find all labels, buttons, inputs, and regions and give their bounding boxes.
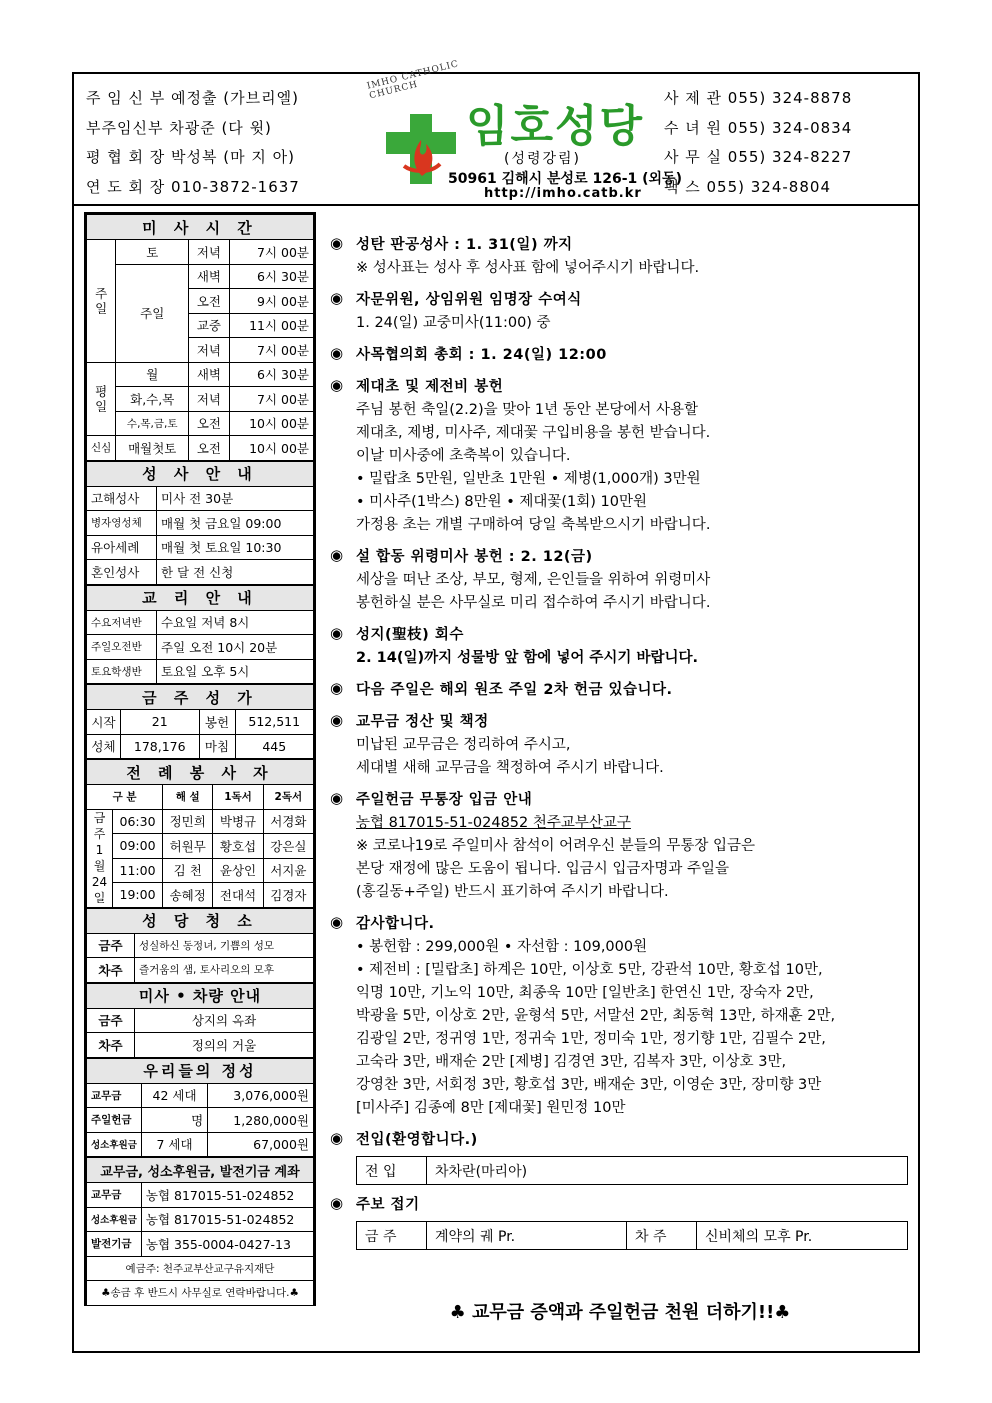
notice-line: • 제전비 : [밀랍초] 하계은 10만, 이상호 5만, 강관석 10만, 황호섭 10만,: [356, 962, 823, 978]
account-holder: 예금주: 천주교부산교구유지재단: [87, 1256, 314, 1281]
mass-hour: 11시 00분: [229, 313, 313, 338]
welcome-label: 전 입: [357, 1157, 427, 1185]
sacrament-value: 매월 첫 금요일 09:00: [157, 511, 314, 536]
church-en-name: IMHO CATHOLIC CHURCH: [366, 59, 461, 102]
bullet-icon: ◉: [330, 1194, 344, 1212]
mass-hour: 7시 00분: [229, 387, 313, 412]
notice-line: 박광율 5만, 이상호 2만, 윤형석 5만, 서말선 2만, 최동혁 13만, 하재훈 2만,: [356, 1008, 836, 1024]
servers-time: 11:00: [113, 858, 163, 883]
servers-header: 1독서: [213, 785, 263, 810]
contact-line: 사 제 관 055) 324-8878: [664, 89, 853, 107]
sacrament-key: 병자영성체: [87, 511, 157, 536]
hymn-label: 시작: [87, 710, 121, 735]
cleaning-key: 차주: [87, 958, 135, 983]
notice-line: • 미사주(1박스) 8만원 • 제대꽃(1회) 10만원: [356, 494, 647, 510]
accounts-title: 교무금, 성소후원금, 발전기금 계좌: [87, 1158, 314, 1183]
church-name: 임호성당: [466, 101, 645, 152]
mass-time: 교중: [189, 313, 230, 338]
bullet-icon: ◉: [330, 624, 344, 642]
offering-amount: 67,000원: [208, 1132, 314, 1157]
bulletin-value: 신비체의 모후 Pr.: [697, 1222, 908, 1250]
mass-hour: 9시 00분: [229, 289, 313, 314]
notices: [330, 234, 910, 1259]
sacrament-key: 고해성사: [87, 486, 157, 511]
mass-title: 미 사 시 간: [87, 215, 314, 240]
account-value: 농협 817015-51-024852: [141, 1207, 313, 1232]
accounts-table: [86, 1157, 314, 1306]
sacrament-value: 매월 첫 토요일 10:30: [157, 535, 314, 560]
notice-line: 강영찬 3만, 서회정 3만, 황호섭 3만, 배재순 3만, 이영순 3만, 장미향 3만: [356, 1077, 822, 1093]
notice-line: 2. 14(일)까지 성물방 앞 함에 넣어 주시기 바랍니다.: [356, 650, 698, 666]
doctrine-key: 토요학생반: [87, 659, 157, 684]
footer-slogan: ♣ 교무금 증액과 주일헌금 천원 더하기!!♣: [449, 1302, 791, 1323]
offering-title: 우리들의 정성: [87, 1058, 314, 1083]
notice-item: [330, 789, 910, 904]
doctrine-value: 수요일 저녁 8시: [157, 610, 314, 635]
bullet-icon: ◉: [330, 1129, 344, 1147]
mass-time: 저녁: [189, 240, 230, 265]
notice-heading: 성지(聖枝) 회수: [356, 627, 464, 643]
mass-day: 매월첫토: [116, 436, 189, 461]
notice-line: 본당 재정에 많은 도움이 됩니다. 입금시 입금자명과 주일을: [356, 861, 730, 877]
notice-item: [330, 546, 910, 615]
clergy-line: 평 협 회 장 박성복 (마 지 아): [86, 148, 295, 166]
notice-item: [330, 234, 910, 280]
servers-header: 구 분: [87, 785, 163, 810]
servers-time: 19:00: [113, 883, 163, 908]
mass-time: 저녁: [189, 338, 230, 363]
contact-line: 사 무 실 055) 324-8227: [664, 148, 853, 166]
account-value: 농협 355-0004-0427-13: [141, 1232, 313, 1257]
welcome-section: [330, 1129, 910, 1185]
mass-day: 월: [116, 362, 189, 387]
hymn-label: 마침: [199, 734, 235, 759]
vehicle-value: 정의의 거울: [135, 1033, 314, 1058]
mass-day: 화,수,목: [116, 387, 189, 412]
bulletin-label: 차 주: [627, 1222, 697, 1250]
notice-heading: 사목협의회 총회 : 1. 24(일) 12:00: [356, 347, 607, 363]
mass-hour: 6시 30분: [229, 264, 313, 289]
bullet-icon: ◉: [330, 376, 344, 394]
bullet-icon: ◉: [330, 913, 344, 931]
bullet-icon: ◉: [330, 546, 344, 564]
doctrine-table: [86, 585, 314, 685]
notice-heading: 성탄 판공성사 : 1. 31(일) 까지: [356, 237, 573, 253]
offering-count: 42 세대: [141, 1083, 207, 1108]
contact-line: 팩 스 055) 324-8804: [664, 177, 831, 196]
contact-line: 수 녀 원 055) 324-0834: [664, 118, 853, 137]
offering-table: [86, 1058, 314, 1158]
server-name: 박병규: [213, 809, 263, 834]
bullet-icon: ◉: [330, 711, 344, 729]
weekday-label: 평일: [87, 362, 116, 436]
doctrine-value: 주일 오전 10시 20분: [157, 635, 314, 660]
header: [74, 59, 918, 206]
mass-hour: 10시 00분: [229, 411, 313, 436]
sacrament-value: 미사 전 30분: [157, 486, 314, 511]
mass-time: 오전: [189, 436, 230, 461]
servers-title: 전 례 봉 사 자: [87, 760, 314, 785]
cleaning-value: 성실하신 동정녀, 기쁨의 성모: [135, 933, 314, 958]
mass-day: 토: [116, 240, 189, 265]
vehicle-value: 상지의 옥좌: [135, 1008, 314, 1033]
notice-line: ※ 코로나19로 주일미사 참석이 어려우신 분들의 무통장 입금은: [356, 838, 756, 854]
server-name: 정민희: [163, 809, 213, 834]
servers-header: 2독서: [263, 785, 313, 810]
church-logo: [366, 59, 682, 204]
bullet-icon: ◉: [330, 289, 344, 307]
server-name: 송혜정: [163, 883, 213, 908]
account-note: ♣송금 후 반드시 사무실로 연락바랍니다.♣: [87, 1281, 314, 1306]
cleaning-key: 금주: [87, 933, 135, 958]
sacrament-key: 유아세례: [87, 535, 157, 560]
account-key: 발전기금: [87, 1232, 142, 1257]
servers-header: 해 설: [163, 785, 213, 810]
account-key: 교무금: [87, 1183, 142, 1208]
vehicle-title: 미사 • 차량 안내: [87, 983, 314, 1008]
servers-date: 금주 1 월 24 일: [87, 809, 113, 907]
mass-time: 새벽: [189, 362, 230, 387]
sunday-label: 주일: [87, 240, 116, 363]
notice-heading: 설 합동 위령미사 봉헌 : 2. 12(금): [356, 549, 593, 565]
welcome-heading: 전입(환영합니다.): [356, 1132, 478, 1148]
account-value: 농협 817015-51-024852: [141, 1183, 313, 1208]
notice-item: [330, 376, 910, 537]
hymn-value: 21: [121, 710, 200, 735]
doctrine-key: 수요저녁반: [87, 610, 157, 635]
notice-item: [330, 344, 910, 367]
hymn-title: 금 주 성 가: [87, 685, 314, 710]
bulletin-value: 계약의 궤 Pr.: [427, 1222, 627, 1250]
notice-line: 김광일 2만, 정귀영 1만, 정귀숙 1만, 정미숙 1만, 정기향 1만, 김필수 2만,: [356, 1031, 826, 1047]
mass-hour: 7시 00분: [229, 240, 313, 265]
vehicle-table: [86, 983, 314, 1058]
bullet-icon: ◉: [330, 679, 344, 697]
notice-line: 고숙라 3만, 배재순 2만 [제병] 김경연 3만, 김복자 3만, 이상호 3만,: [356, 1054, 787, 1070]
offering-key: 성소후원금: [87, 1132, 142, 1157]
bulletin-section: [330, 1194, 910, 1250]
clergy-list: [86, 84, 366, 202]
notice-line: 이날 미사중에 초축복이 있습니다.: [356, 448, 571, 464]
bulletin-label: 금 주: [357, 1222, 427, 1250]
notice-item: [330, 913, 910, 1120]
notice-item: [330, 289, 910, 335]
mass-time: 새벽: [189, 264, 230, 289]
mass-hour: 7시 00분: [229, 338, 313, 363]
clergy-line: 부주임신부 차광준 (다 윗): [86, 118, 272, 137]
welcome-value: 차차란(마리아): [427, 1157, 908, 1185]
notice-line: 가정용 초는 개별 구매하여 당일 축복받으시기 바랍니다.: [356, 517, 711, 533]
account-key: 성소후원금: [87, 1207, 142, 1232]
cleaning-value: 즐거움의 샘, 토사리오의 모후: [135, 958, 314, 983]
server-name: 서경화: [263, 809, 313, 834]
notice-line: 주님 봉헌 축일(2.2)을 맞아 1년 동안 본당에서 사용할: [356, 402, 698, 418]
notice-heading: 제대초 및 제전비 봉헌: [356, 379, 504, 395]
mass-time: 오전: [189, 411, 230, 436]
sacrament-key: 혼인성사: [87, 560, 157, 585]
bulletin-frame: [72, 59, 920, 1353]
mass-hour: 10시 00분: [229, 436, 313, 461]
notice-line: ※ 성사표는 성사 후 성사표 함에 넣어주시기 바랍니다.: [356, 260, 700, 276]
offering-count: 명: [141, 1108, 207, 1133]
notice-line: 미납된 교무금은 정리하여 주시고,: [356, 737, 571, 753]
mass-time: 오전: [189, 289, 230, 314]
notice-item: [330, 679, 910, 702]
notice-heading: 감사합니다.: [356, 916, 435, 932]
shinsim-label: 신심: [87, 436, 116, 461]
offering-key: 주일헌금: [87, 1108, 142, 1133]
contact-list: [664, 84, 914, 202]
mass-table: [86, 214, 314, 461]
doctrine-key: 주일오전반: [87, 635, 157, 660]
liturgical-theme: (성령강림): [504, 151, 582, 167]
notice-account: 농협 817015-51-024852 천주교부산교구: [356, 815, 631, 831]
server-name: 김경자: [263, 883, 313, 908]
doctrine-title: 교 리 안 내: [87, 585, 314, 610]
bullet-icon: ◉: [330, 789, 344, 807]
hymn-table: [86, 684, 314, 759]
notice-line: (홍길동+주일) 반드시 표기하여 주시기 바랍니다.: [356, 884, 669, 900]
servers-time: 06:30: [113, 809, 163, 834]
church-address: 50961 김해시 분성로 126-1 (외동): [448, 171, 682, 187]
church-url[interactable]: http://imho.catb.kr: [484, 186, 642, 201]
hymn-value: 178,176: [121, 734, 200, 759]
notice-line: • 밀랍초 5만원, 일반초 1만원 • 제병(1,000개) 3만원: [356, 471, 701, 487]
servers-table: [86, 759, 314, 908]
mass-day: 주일: [116, 264, 189, 362]
notice-line: 봉헌하실 분은 사무실로 미리 접수하여 주시기 바랍니다.: [356, 595, 711, 611]
notice-item: [330, 624, 910, 670]
hymn-value: 512,511: [235, 710, 314, 735]
server-name: 황호섭: [213, 834, 263, 859]
bulletin-heading: 주보 접기: [356, 1197, 420, 1213]
notice-line: 1. 24(일) 교중미사(11:00) 중: [356, 315, 551, 331]
sacrament-table: [86, 461, 314, 585]
mass-day: 수,목,금,토: [116, 411, 189, 436]
server-name: 서지윤: [263, 858, 313, 883]
info-sidebar: [84, 212, 316, 1306]
hymn-label: 성체: [87, 734, 121, 759]
cleaning-table: [86, 908, 314, 983]
notice-heading: 주일헌금 무통장 입금 안내: [356, 792, 533, 808]
notice-line: 세대별 새해 교무금을 책정하여 주시기 바랍니다.: [356, 760, 664, 776]
notice-heading: 다음 주일은 해외 원조 주일 2차 헌금 있습니다.: [356, 682, 673, 698]
offering-amount: 1,280,000원: [208, 1108, 314, 1133]
clergy-line: 주 임 신 부 예정출 (가브리엘): [86, 89, 299, 107]
server-name: 윤상인: [213, 858, 263, 883]
vehicle-key: 차주: [87, 1033, 135, 1058]
notice-item: [330, 711, 910, 780]
server-name: 전대석: [213, 883, 263, 908]
bullet-icon: ◉: [330, 344, 344, 362]
hymn-label: 봉헌: [199, 710, 235, 735]
mass-time: 저녁: [189, 387, 230, 412]
mass-hour: 6시 30분: [229, 362, 313, 387]
vehicle-key: 금주: [87, 1008, 135, 1033]
notice-heading: 교무금 정산 및 책정: [356, 714, 489, 730]
sacrament-title: 성 사 안 내: [87, 461, 314, 486]
notice-heading: 자문위원, 상임위원 임명장 수여식: [356, 292, 582, 308]
cleaning-title: 성 당 청 소: [87, 908, 314, 933]
notice-line: [미사주] 김종예 8만 [제대꽃] 원민정 10만: [356, 1100, 626, 1116]
server-name: 강은실: [263, 834, 313, 859]
sacrament-value: 한 달 전 신청: [157, 560, 314, 585]
bulletin-table: [356, 1221, 908, 1250]
bullet-icon: ◉: [330, 234, 344, 252]
notice-line: 익명 10만, 기노익 10만, 최종욱 10만 [일반초] 한연신 1만, 장숙자 2만,: [356, 985, 814, 1001]
offering-count: 7 세대: [141, 1132, 207, 1157]
notice-line: 제대초, 제병, 미사주, 제대꽃 구입비용을 봉헌 받습니다.: [356, 425, 711, 441]
server-name: 김 천: [163, 858, 213, 883]
welcome-table: [356, 1156, 908, 1185]
servers-time: 09:00: [113, 834, 163, 859]
notice-line: 세상을 떠난 조상, 부모, 형제, 은인들을 위하여 위령미사: [356, 572, 711, 588]
offering-amount: 3,076,000원: [208, 1083, 314, 1108]
doctrine-value: 토요일 오후 5시: [157, 659, 314, 684]
clergy-line: 연 도 회 장 010-3872-1637: [86, 177, 300, 196]
notice-line: • 봉헌함 : 299,000원 • 자선함 : 109,000원: [356, 939, 648, 955]
hymn-value: 445: [235, 734, 314, 759]
offering-key: 교무금: [87, 1083, 142, 1108]
server-name: 허원무: [163, 834, 213, 859]
